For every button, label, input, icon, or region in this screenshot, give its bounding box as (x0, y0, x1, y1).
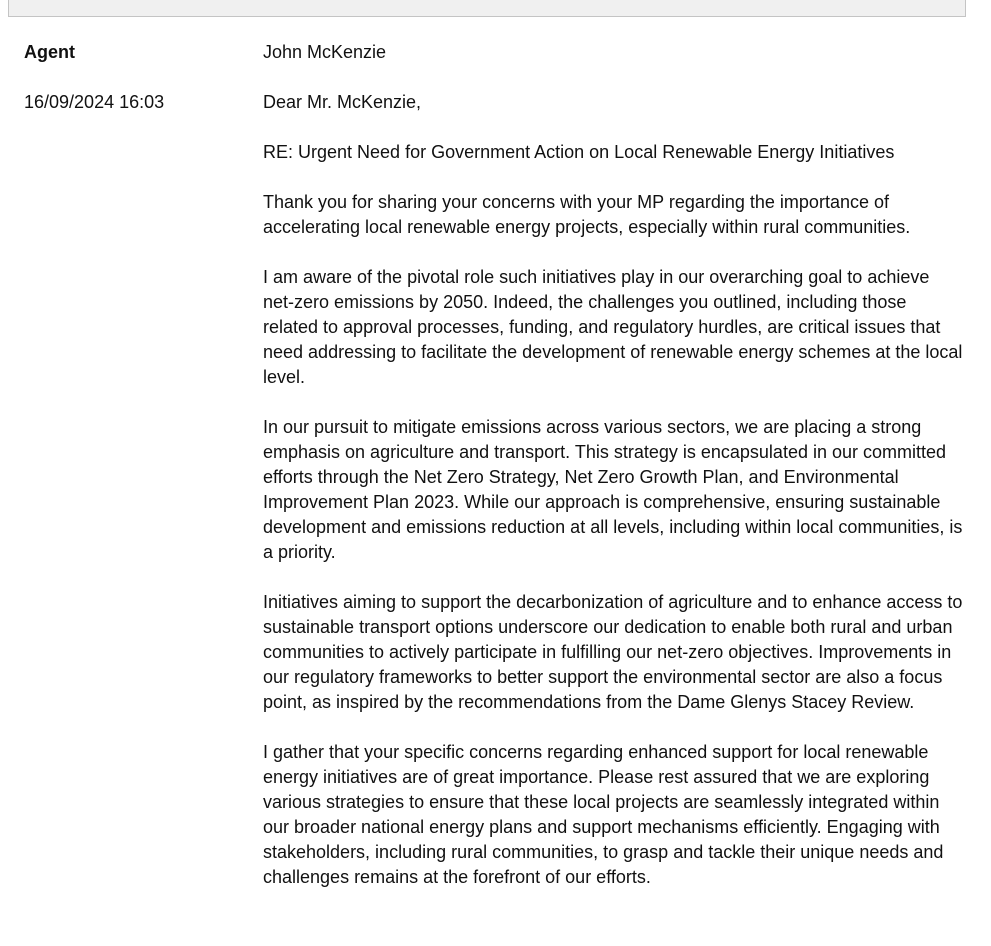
recipient-name: John McKenzie (263, 42, 387, 62)
message-paragraph: I am aware of the pivotal role such initiatives play in our overarching goal to achieve net-zero emissions by 2050. Indeed, the challenges you outlined, including those related to approval processes, funding, and regulatory hurdles, are critical issues that need addressing to facilitate the development of renewable energy schemes at the local level. (263, 267, 963, 387)
message-header-bar (8, 0, 966, 17)
salutation: Dear Mr. McKenzie, (263, 92, 422, 112)
message-timestamp: 16/09/2024 16:03 (24, 92, 165, 112)
message-paragraph: Initiatives aiming to support the decarbonization of agriculture and to enhance access to sustainable transport options underscore our dedication to enable both rural and urban communities to actively participate in fulfilling our net-zero objectives. Improvements in our regulatory frameworks to better support the environmental sector are also a focus point, as inspired by the recommendations from the Dame Glenys Stacey Review. (263, 592, 963, 712)
message-body (263, 40, 963, 915)
message-paragraph: I gather that your specific concerns regarding enhanced support for local renewable energy initiatives are of great importance. Please rest assured that we are exploring various strategies to ensure that these local projects are seamlessly integrated within our broader national energy plans and support mechanisms efficiently. Engaging with stakeholders, including rural communities, to grasp and tackle their unique needs and challenges remains at the forefront of our efforts. (263, 742, 944, 887)
message-meta (24, 40, 244, 115)
message-paragraph: Thank you for sharing your concerns with your MP regarding the importance of accelerating local renewable energy projects, especially within rural communities. (263, 192, 911, 237)
subject-line: RE: Urgent Need for Government Action on Local Renewable Energy Initiatives (263, 142, 895, 162)
sender-role: Agent (24, 42, 75, 62)
message-paragraph: In our pursuit to mitigate emissions across various sectors, we are placing a strong emphasis on agriculture and transport. This strategy is encapsulated in our committed efforts through the Net Zero Strategy, Net Zero Growth Plan, and Environmental Improvement Plan 2023. While our approach is comprehensive, ensuring sustainable development and emissions reduction at all levels, including within local communities, is a priority. (263, 417, 963, 562)
